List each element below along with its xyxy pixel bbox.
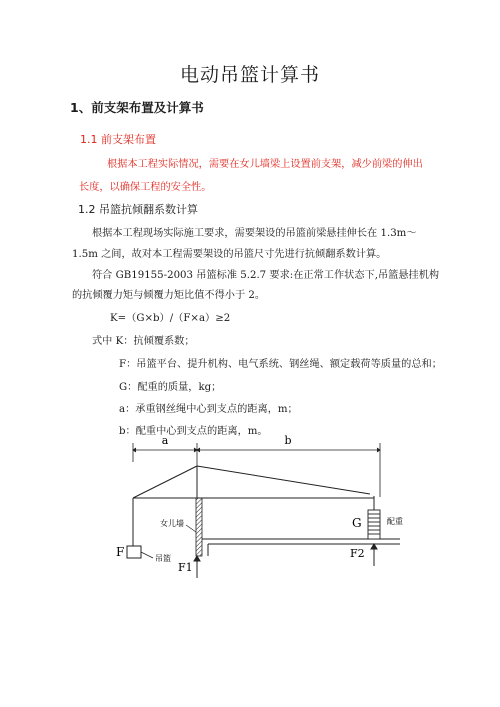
label-a: a (161, 434, 169, 447)
reaction-arrow-f2 (371, 544, 377, 566)
roof-slab (202, 539, 400, 556)
counterweight (368, 510, 380, 539)
basket-leader-line (141, 552, 153, 558)
paragraph-standard-line1: 符合 GB19155-2003 吊篮标准 5.2.7 要求:在正常工作状态下,吊篮悬挂机构 (92, 270, 440, 281)
definition-b: b：配重中心到支点的距离，m。 (119, 426, 268, 437)
definition-k: 式中 K：抗倾覆系数； (92, 336, 195, 347)
suspension-frame (133, 466, 374, 546)
label-F2: F2 (350, 547, 365, 560)
label-basket: 吊篮 (155, 554, 171, 563)
document-title: 电动吊篮计算书 (179, 64, 320, 86)
formula: K=（G×b）/（F×a）≥2 (110, 313, 231, 324)
paragraph-1-2-line1: 根据本工程现场实际施工要求，需要架设的吊篮前梁悬挂伸长在 1.3m～ (92, 228, 417, 239)
definition-g: G：配重的质量，kg； (119, 382, 222, 393)
paragraph-1-1-line1: 根据本工程实际情况，需要在女儿墙梁上设置前支架，减少前梁的伸出 (107, 159, 423, 170)
basket (127, 546, 141, 558)
parapet-wall (196, 498, 202, 556)
definition-a: a：承重钢丝绳中心到支点的距离，m； (119, 404, 298, 415)
section-heading-1: 1、前支架布置及计算书 (70, 100, 204, 115)
label-wall: 女儿墙 (160, 519, 184, 528)
paragraph-1-1-line2: 长度，以确保工程的安全性。 (79, 182, 212, 193)
dimension-line (133, 443, 380, 462)
paragraph-standard-line2: 的抗倾覆力矩与倾覆力矩比值不得小于 2。 (72, 290, 266, 301)
subsection-heading-1-2: 1.2 吊篮抗倾翻系数计算 (78, 203, 198, 216)
wall-leader-line (186, 525, 196, 532)
reaction-arrow-f1 (194, 556, 200, 578)
label-G: G (352, 516, 362, 530)
definition-f: F：吊篮平台、提升机构、电气系统、钢丝绳、额定载荷等质量的总和； (119, 359, 442, 370)
subsection-heading-1-1: 1.1 前支架布置 (80, 133, 156, 146)
label-F: F (116, 545, 125, 559)
label-b: b (284, 434, 292, 447)
label-counterweight: 配重 (387, 517, 403, 526)
label-F1: F1 (178, 561, 193, 574)
paragraph-1-2-line2: 1.5m 之间，故对本工程需要架设的吊篮尺寸先进行抗倾翻系数计算。 (72, 249, 387, 260)
